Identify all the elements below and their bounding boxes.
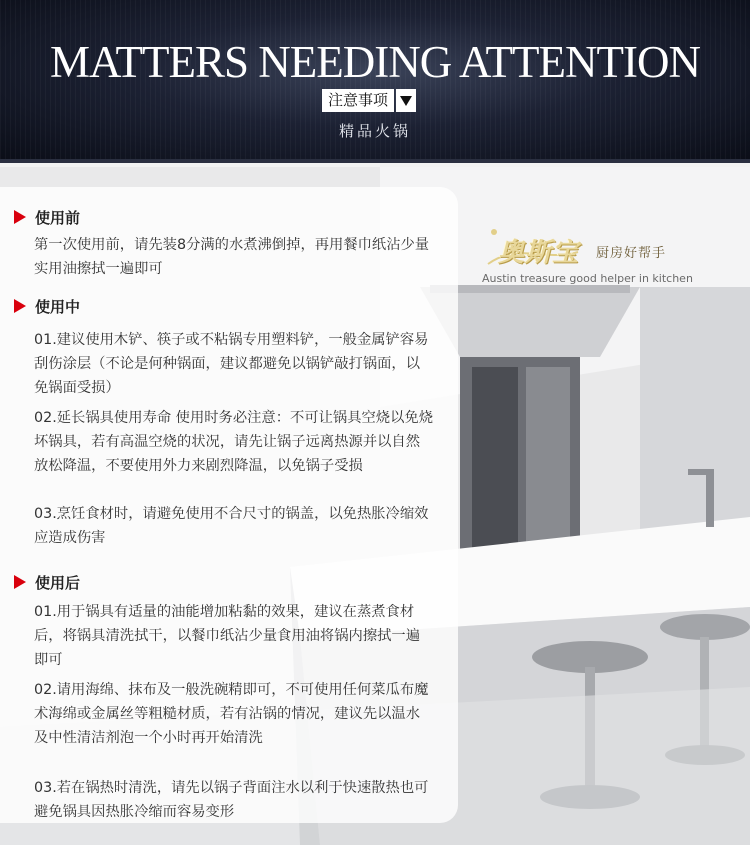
paragraph: 第一次使用前，请先装8分满的水煮沸倒掉，再用餐巾纸沾少量实用油擦拭一遍即可 (34, 237, 430, 277)
brand-name: 奥斯宝 (498, 238, 580, 268)
paragraph: 02.请用海绵、抹布及一般洗碗精即可，不可使用任何菜瓜布魔术海绵或金属丝等粗糙材质，若有沾锅的情况，建议先以温水及中性清洁剂泡一个小时再开始清洗 (34, 682, 429, 746)
header-banner (0, 0, 750, 163)
section-header (14, 296, 80, 316)
section-header (14, 207, 80, 227)
section-title: 使用前 (35, 208, 81, 227)
section-during-use (14, 296, 80, 316)
tag-label: 注意事项 (322, 89, 394, 112)
page-title: MATTERS NEEDING ATTENTION (50, 37, 700, 87)
paragraph: 01.用于锅具有适量的油能增加粘黏的效果，建议在蒸煮食材后，将锅具清洗拭干，以餐巾纸沾少量食用油将锅内擦拭一遍即可 (34, 604, 421, 668)
paragraph: 01.建议使用木铲、筷子或不粘锅专用塑料铲，一般金属铲容易刮伤涂层（不论是何种锅面，建议都避免以锅铲敲打锅面，以免锅面受损） (34, 332, 429, 396)
red-arrow-icon (14, 575, 26, 589)
page-subtitle: 精品火锅 (338, 122, 411, 140)
brand-slogan-en: Austin treasure good helper in kitchen (482, 272, 693, 285)
instructions-panel (0, 187, 458, 823)
section-before-use (14, 207, 80, 227)
red-arrow-icon (14, 210, 26, 224)
brand-slogan-cn: 厨房好帮手 (596, 246, 667, 261)
section-title: 使用后 (35, 573, 81, 592)
section-title: 使用中 (35, 297, 81, 316)
section-header (14, 572, 80, 592)
paragraph: 03.若在锅热时清洗，请先以锅子背面注水以利于快速散热也可避免锅具因热胀冷缩而容易变形 (34, 780, 429, 820)
red-arrow-icon (14, 299, 26, 313)
section-after-use (14, 572, 80, 592)
paragraph: 02.延长锅具使用寿命 使用时务必注意：不可让锅具空烧以免烧坏锅具，若有高温空烧的状况，请先让锅子远离热源并以自然放松降温，不要使用外力来剧烈降温，以免锅子受损 (34, 410, 433, 474)
brand-logo (478, 212, 693, 290)
section-tag (322, 89, 416, 112)
triangle-down-icon (396, 89, 416, 112)
paragraph: 03.烹饪食材时，请避免使用不合尺寸的锅盖，以免热胀冷缩效应造成伤害 (34, 506, 429, 546)
